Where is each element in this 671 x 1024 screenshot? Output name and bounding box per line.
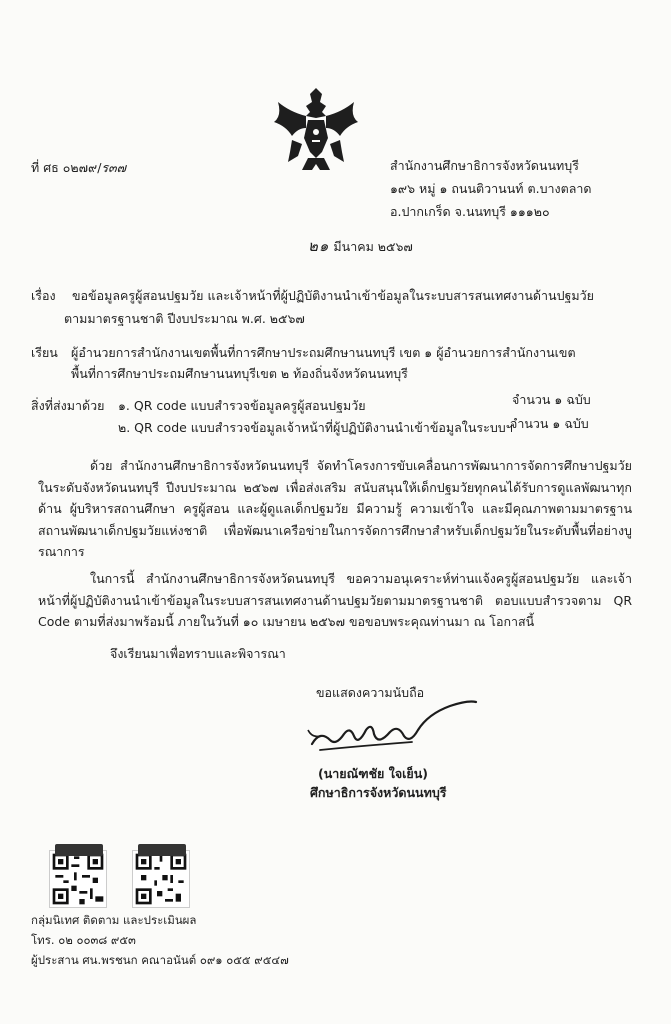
signatory-title: ศึกษาธิการจังหวัดนนทบุรี [310, 785, 447, 800]
office-address-line1: ๑๙๖ หมู่ ๑ ถนนติวานนท์ ต.บางตลาด [390, 181, 592, 196]
signatory-name: (นายณัฑชัย ใจเย็น) [318, 766, 429, 781]
office-address-line2: อ.ปากเกร็ด จ.นนทบุรี ๑๑๑๒๐ [390, 204, 550, 219]
handwritten-signature-icon [300, 700, 480, 762]
qr-code-icon [49, 850, 107, 908]
subject-line1: ขอข้อมูลครูผู้สอนปฐมวัย และเจ้าหน้าที่ผู้ปฏิบัติงานนำเข้าข้อมูลในระบบสารสนเทศงานด้านปฐมวัย [72, 288, 594, 303]
letter-date: ๒๑ มีนาคม ๒๕๖๗ [308, 237, 413, 255]
body-paragraph-2: ในการนี้ สำนักงานศึกษาธิการจังหวัดนนทบุรี ขอความอนุเคราะห์ท่านแจ้งครูผู้สอนปฐมวัย และเจ้าหน้าที่ผู้ปฏิบัติงานนำเข้าข้อมูลในระบบสารสนเทศงานด้านปฐมวัยตามมาตรฐานชาติ ตอบแบบสำรวจตาม QR Code ตามที่ส่งมาพร้อมนี้ ภายในวันที่ ๑๐ เมษายน ๒๕๖๗ ขอขอบพระคุณท่านมา ณ โอกาสนี้ [38, 571, 632, 629]
qr-label-tag [55, 844, 103, 856]
footer-department: กลุ่มนิเทศ ติดตาม และประเมินผล [31, 913, 197, 927]
regards-line: ขอแสดงความนับถือ [316, 685, 425, 700]
enclosure-qty: จำนวน ๑ ฉบับ [510, 416, 589, 431]
recipient-line2: พื้นที่การศึกษาประถมศึกษานนทบุรีเขต ๒ ท้องถิ่นจังหวัดนนทบุรี [71, 366, 408, 381]
footer-coordinator: ผู้ประสาน ศน.พรชนก คณาอนันต์ ๐๙๑ ๐๕๕ ๙๕๔๗ [31, 953, 289, 967]
subject-label: เรื่อง [31, 288, 56, 303]
reference-number: ที่ ศธ ๐๒๗๙/ร๓๗ [31, 160, 127, 175]
subject-line2: ตามมาตรฐานชาติ ปีงบประมาณ พ.ศ. ๒๕๖๗ [64, 311, 305, 326]
recipient-label: เรียน [31, 345, 58, 360]
enclosure-qty: จำนวน ๑ ฉบับ [512, 392, 591, 407]
office-name: สำนักงานศึกษาธิการจังหวัดนนทบุรี [390, 158, 579, 173]
garuda-emblem-icon [268, 82, 364, 174]
body-paragraph-1: ด้วย สำนักงานศึกษาธิการจังหวัดนนทบุรี จัดทำโครงการขับเคลื่อนการพัฒนาการจัดการศึกษาปฐมวัยในระดับจังหวัดนนทบุรี ปีงบประมาณ ๒๕๖๗ เพื่อส่งเสริม สนับสนุนให้เด็กปฐมวัยทุกคนได้รับการดูแลพัฒนาทุกด้าน ผู้บริหารสถานศึกษา ครูผู้สอน และผู้ดูแลเด็กปฐมวัย มีความรู้ ความเข้าใจ และมีคุณภาพตามมาตรฐานสถานพัฒนาเด็กปฐมวัยแห่งชาติ เพื่อพัฒนาเครือข่ายในการจัดการศึกษาสำหรับเด็กปฐมวัยในระดับพื้นที่อย่างบูรณาการ [38, 458, 632, 559]
enclosure-item: ๒. QR code แบบสำรวจข้อมูลเจ้าหน้าที่ผู้ปฏิบัติงานนำเข้าข้อมูลในระบบฯ [118, 420, 513, 435]
enclosure-item: ๑. QR code แบบสำรวจข้อมูลครูผู้สอนปฐมวัย [118, 398, 366, 413]
qr-label-tag [138, 844, 186, 856]
recipient-line1: ผู้อำนวยการสำนักงานเขตพื้นที่การศึกษาประถมศึกษานนทบุรี เขต ๑ ผู้อำนวยการสำนักงานเขต [71, 345, 576, 360]
enclosures-label: สิ่งที่ส่งมาด้วย [31, 398, 105, 413]
closing-line: จึงเรียนมาเพื่อทราบและพิจารณา [110, 646, 286, 661]
footer-phone: โทร. ๐๒ ๐๐๓๘ ๙๕๓ [31, 933, 136, 947]
qr-code-icon [132, 850, 190, 908]
